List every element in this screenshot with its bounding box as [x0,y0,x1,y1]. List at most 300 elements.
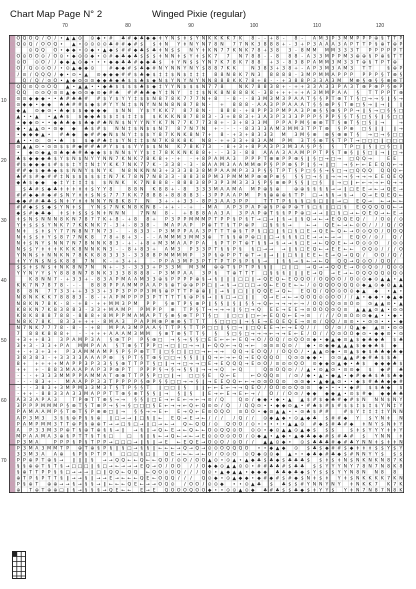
grid-symbol: ◆ [399,349,403,355]
grid-symbol: 3 [35,452,39,458]
grid-symbol: ◆ [109,60,113,66]
grid-symbol: # [355,356,360,362]
grid-symbol: → [213,368,218,374]
grid-symbol: $ [103,96,107,102]
grid-symbol: ⊕ [182,313,187,319]
grid-symbol: P [350,42,353,48]
grid-symbol: K [29,301,33,307]
grid-symbol: § [307,205,310,211]
grid-symbol: ◆ [133,48,138,54]
grid-symbol: ⊙ [386,283,391,289]
grid-symbol: + [53,356,58,362]
grid-symbol: N [84,247,88,253]
grid-symbol: • [16,133,20,139]
grid-symbol: ⊙ [343,307,348,313]
grid-symbol: ◆ [251,458,255,464]
grid-symbol: → [213,356,218,362]
grid-symbol: ⊕ [145,380,150,386]
grid-symbol: ♣ [28,187,33,193]
grid-symbol: $ [90,181,94,187]
grid-symbol: ⊙ [306,313,311,319]
grid-symbol: O [349,331,354,337]
grid-symbol: ⊙ [59,54,64,60]
grid-symbol: ♣ [349,440,354,446]
grid-symbol: ∥ [103,482,106,488]
grid-symbol: A [133,277,138,283]
grid-symbol: 3 [282,151,286,157]
grid-symbol: / [48,60,50,66]
grid-symbol: $ [343,446,347,452]
grid-symbol: § [47,464,51,470]
grid-symbol: Q [158,458,163,464]
grid-symbol: T [350,114,353,120]
grid-symbol: ▲ [16,139,21,145]
grid-symbol: □ [83,464,89,470]
grid-symbol: 8 [201,211,205,217]
grid-symbol: Q [232,446,237,452]
grid-symbol: $ [115,133,119,139]
grid-symbol: ⊙ [84,90,89,96]
grid-symbol: O [380,253,385,259]
grid-symbol: K [171,114,175,120]
grid-symbol: ⊕ [232,271,237,277]
grid-symbol: - [110,223,112,229]
grid-symbol: ∥ [325,205,328,211]
grid-symbol: § [85,416,88,422]
grid-symbol: ⊙ [47,139,52,145]
grid-symbol: ♣ [139,36,144,42]
grid-symbol: - [202,205,205,211]
grid-symbol: / [35,42,38,48]
grid-symbol: • [387,313,390,319]
grid-symbol: N [368,488,372,493]
grid-symbol: 3 [109,229,113,235]
grid-symbol: P [16,482,20,488]
grid-symbol: $ [53,157,57,163]
grid-symbol: K [59,223,63,229]
grid-symbol: T [127,362,131,368]
grid-symbol: A [238,163,243,169]
grid-symbol: ← [145,458,150,464]
grid-symbol: ⊙ [300,356,305,362]
grid-symbol: • [47,127,51,133]
grid-symbol: ◆ [84,60,88,66]
grid-symbol: 8 [380,470,384,476]
grid-symbol: $ [294,482,298,488]
grid-symbol: ∥ [165,362,168,368]
grid-symbol: 3 [331,78,335,84]
grid-symbol: T [177,301,181,307]
grid-symbol: □ [250,325,255,331]
grid-symbol: ◆ [362,283,366,289]
grid-symbol: ← [232,356,237,362]
grid-symbol: + [195,157,200,163]
grid-symbol: 3 [134,265,137,271]
grid-symbol: ♣ [355,362,360,368]
grid-symbol: § [387,145,390,151]
grid-symbol: P [208,199,211,205]
grid-symbol: 8 [232,72,236,78]
grid-symbol: ⊙ [300,386,305,392]
grid-symbol: O [288,392,292,398]
grid-symbol: A [343,90,347,96]
grid-symbol: A [35,440,39,446]
grid-symbol: # [133,90,138,96]
grid-symbol: O [47,66,51,72]
grid-symbol: ◆ [343,362,348,368]
grid-symbol: O [22,60,27,66]
grid-symbol: □ [127,440,132,446]
grid-symbol: ◆ [41,102,45,108]
grid-symbol: K [66,265,70,271]
grid-symbol: ▲ [318,349,323,355]
grid-symbol: 8 [72,265,76,271]
grid-symbol: - [122,241,125,247]
grid-symbol: E [294,307,298,313]
grid-symbol: M [28,410,33,416]
grid-symbol: O [195,458,200,464]
grid-symbol: → [269,247,274,253]
grid-symbol: → [65,464,70,470]
grid-symbol: T [177,289,181,295]
grid-symbol: ‡ [313,488,316,493]
grid-symbol: E [140,464,144,470]
grid-symbol: ⊙ [287,343,292,349]
grid-symbol: O [300,362,304,368]
grid-symbol: ← [250,374,255,380]
grid-symbol: Y [41,241,45,247]
grid-symbol: 3 [59,368,63,374]
grid-symbol: N [53,217,58,223]
grid-symbol: $ [201,90,205,96]
grid-symbol: ⊕ [238,235,243,241]
grid-symbol: T [393,54,397,60]
grid-symbol: P [245,205,249,211]
grid-symbol: ∥ [183,392,187,398]
grid-symbol: 3 [319,54,323,60]
grid-symbol: ▲ [300,398,304,404]
page-thumbnail-icon [12,551,26,579]
grid-symbol: • [387,319,390,325]
grid-symbol: P [16,422,20,428]
grid-symbol: Y [195,66,199,72]
grid-symbol: ♣ [47,169,52,175]
grid-symbol: ∥ [276,217,279,223]
grid-symbol: $ [53,259,57,265]
grid-symbol: ♣ [65,133,70,139]
grid-symbol: ∥ [325,175,328,181]
grid-symbol: § [202,374,205,380]
grid-symbol: → [349,265,354,271]
grid-symbol: § [134,386,137,392]
grid-symbol: A [170,259,175,265]
grid-symbol: T [134,356,137,362]
grid-symbol: ▲ [226,464,230,470]
grid-symbol: • [257,422,261,428]
grid-symbol: ⊕ [324,102,329,108]
grid-symbol: ⊙ [337,301,342,307]
grid-symbol: 7 [66,223,70,229]
grid-symbol: § [115,349,119,355]
grid-symbol: O [226,410,230,416]
grid-symbol: N [343,464,348,470]
grid-symbol: K [251,42,255,48]
row-number: 30 [1,218,7,224]
grid-symbol: T [356,84,360,90]
grid-symbol: ← [170,398,175,404]
grid-symbol: ← [324,235,329,241]
grid-symbol: N [164,102,169,108]
grid-symbol: ◆ [392,313,397,319]
grid-symbol: # [22,193,27,199]
grid-symbol: ‡ [393,404,396,410]
grid-symbol: § [387,84,390,90]
grid-symbol: Q [300,277,304,283]
grid-symbol: ∥ [177,343,180,349]
grid-symbol: $ [146,96,150,102]
grid-symbol: $ [59,193,63,199]
grid-symbol: ⊙ [374,319,379,325]
grid-symbol: ♣ [324,440,329,446]
grid-symbol: $ [78,108,82,114]
grid-symbol: ⊙ [386,301,391,307]
grid-symbol: P [208,247,211,253]
grid-symbol: Q [263,349,267,355]
grid-symbol: O [355,271,360,277]
grid-symbol: ⊙ [232,428,237,434]
grid-symbol: 3 [232,151,236,157]
grid-symbol: Q [244,404,249,410]
grid-symbol: 3 [41,416,45,422]
grid-symbol: A [269,151,273,157]
grid-symbol: Y [171,84,174,90]
grid-symbol: Q [232,380,237,386]
grid-symbol: E [269,325,273,331]
grid-symbol: $ [103,114,107,120]
grid-symbol: # [355,386,360,392]
grid-symbol: P [257,108,261,114]
grid-symbol: ◆ [281,416,286,422]
grid-symbol: A [263,139,267,145]
grid-symbol: □ [374,133,379,139]
grid-symbol: → [269,253,274,259]
grid-symbol: 3 [66,356,70,362]
grid-symbol: ▲ [368,307,372,313]
grid-symbol: § [368,120,372,126]
grid-symbol: Q [275,380,280,386]
grid-symbol: • [103,60,107,66]
grid-symbol: N [47,217,51,223]
grid-symbol: O [349,277,354,283]
grid-symbol: M [47,410,52,416]
grid-symbol: ♣ [337,422,342,428]
grid-symbol: N [201,102,206,108]
grid-symbol: M [312,48,317,54]
grid-symbol: E [393,187,397,193]
grid-symbol: P [66,337,70,343]
grid-symbol: ← [195,410,200,416]
grid-symbol: § [356,90,359,96]
grid-symbol: $ [41,259,45,265]
grid-symbol: ∥ [152,446,156,452]
grid-symbol: 3 [115,241,119,247]
grid-symbol: Y [72,193,76,199]
grid-symbol: § [276,271,279,277]
grid-symbol: → [182,410,187,416]
grid-symbol: T [319,151,323,157]
grid-symbol: □ [355,102,360,108]
grid-symbol: ▲ [380,307,385,313]
grid-symbol: P [257,157,261,163]
grid-symbol: ◆ [41,175,45,181]
grid-symbol: Q [16,84,21,90]
grid-symbol: ♣ [65,120,70,126]
grid-symbol: # [306,404,311,410]
grid-symbol: ⊙ [331,368,335,374]
grid-symbol: 3 [208,187,212,193]
grid-symbol: → [133,446,138,452]
grid-symbol: K [84,253,88,259]
grid-symbol: A [35,410,39,416]
grid-symbol: E [195,440,199,446]
grid-symbol: M [201,217,206,223]
grid-symbol: § [294,253,298,259]
grid-symbol: → [318,211,323,217]
grid-symbol: - [264,54,266,60]
grid-symbol: A [343,84,347,90]
grid-symbol: § [109,446,112,452]
grid-symbol: ⊙ [275,440,280,446]
grid-symbol: A [263,102,267,108]
grid-symbol: □ [238,283,243,289]
grid-symbol: N [177,133,181,139]
grid-symbol: # [53,175,58,181]
grid-symbol: 3 [41,446,45,452]
grid-symbol: / [233,416,236,422]
grid-symbol: Q [176,470,181,476]
grid-symbol: ◆ [28,169,33,175]
grid-symbol: N [90,265,95,271]
grid-symbol: 3 [146,295,150,301]
grid-symbol: 8 [146,223,150,229]
grid-symbol: → [158,422,163,428]
grid-symbol: ← [226,374,231,380]
grid-symbol: 8 [183,102,187,108]
grid-symbol: ⊕ [121,362,126,368]
grid-symbol: 3 [90,289,94,295]
grid-symbol: $ [134,78,137,84]
grid-symbol: P [239,217,242,223]
grid-symbol: 3 [294,133,298,139]
grid-symbol: • [325,386,329,392]
grid-symbol: - [196,199,199,205]
grid-symbol: → [287,301,292,307]
grid-symbol: N [355,482,360,488]
grid-symbol: ‡ [368,446,372,452]
grid-symbol: § [381,36,384,42]
grid-symbol: K [22,283,26,289]
grid-symbol: • [23,114,26,120]
grid-symbol: T [53,476,57,482]
grid-symbol: A [214,157,218,163]
grid-symbol: Y [16,271,20,277]
grid-symbol: ◆ [115,78,119,84]
grid-symbol: Q [226,422,230,428]
grid-symbol: ⊙ [41,90,45,96]
grid-symbol: $ [201,66,205,72]
grid-symbol: N [399,476,403,482]
grid-symbol: ⊕ [102,410,107,416]
grid-symbol: M [189,217,194,223]
grid-symbol: → [257,277,261,283]
grid-symbol: ♣ [374,356,379,362]
grid-symbol: Y [16,223,20,229]
grid-symbol: M [108,325,113,331]
grid-symbol: / [29,72,32,78]
grid-symbol: 8 [29,289,33,295]
grid-symbol: K [393,464,397,470]
grid-symbol: ◆ [152,78,156,84]
grid-symbol: § [60,416,63,422]
grid-symbol: ⊙ [349,368,354,374]
grid-symbol: → [133,464,138,470]
grid-symbol: ← [318,217,323,223]
grid-symbol: T [306,139,310,145]
grid-symbol: ← [398,199,403,205]
pattern-grid-svg [9,35,404,493]
grid-symbol: + [281,90,286,96]
grid-symbol: K [220,60,224,66]
grid-symbol: T [399,48,403,54]
grid-symbol: ∥ [239,319,242,325]
grid-symbol: ← [281,325,286,331]
grid-symbol: A [152,325,156,331]
grid-symbol: Y [195,42,199,48]
grid-symbol: N [139,102,144,108]
grid-symbol: □ [287,229,292,235]
grid-symbol: T [368,66,372,72]
grid-symbol: 3 [232,157,236,163]
grid-symbol: + [275,66,280,72]
grid-symbol: M [244,163,249,169]
grid-symbol: O [47,42,51,48]
grid-symbol: § [140,428,143,434]
grid-symbol: P [282,157,286,163]
grid-symbol: 8 [251,36,255,42]
grid-symbol: $ [393,446,397,452]
grid-symbol: / [171,458,174,464]
grid-symbol: Q [269,356,274,362]
grid-symbol: ∥ [399,102,403,108]
grid-symbol: N [59,265,64,271]
grid-symbol: Q [325,223,329,229]
grid-symbol: ⊕ [244,223,249,229]
grid-symbol: 7 [134,199,137,205]
grid-symbol: • [313,380,316,386]
grid-symbol: ⊙ [78,54,82,60]
grid-symbol: § [331,193,335,199]
grid-symbol: § [196,307,199,313]
grid-symbol: 8 [220,72,224,78]
grid-symbol: N [127,163,132,169]
grid-symbol: P [121,313,125,319]
grid-symbol: T [214,223,218,229]
grid-symbol: ⊕ [349,102,354,108]
grid-symbol: 8 [47,283,51,289]
grid-symbol: 8 [251,108,255,114]
grid-symbol: ⊕ [96,422,101,428]
grid-symbol: → [213,349,218,355]
